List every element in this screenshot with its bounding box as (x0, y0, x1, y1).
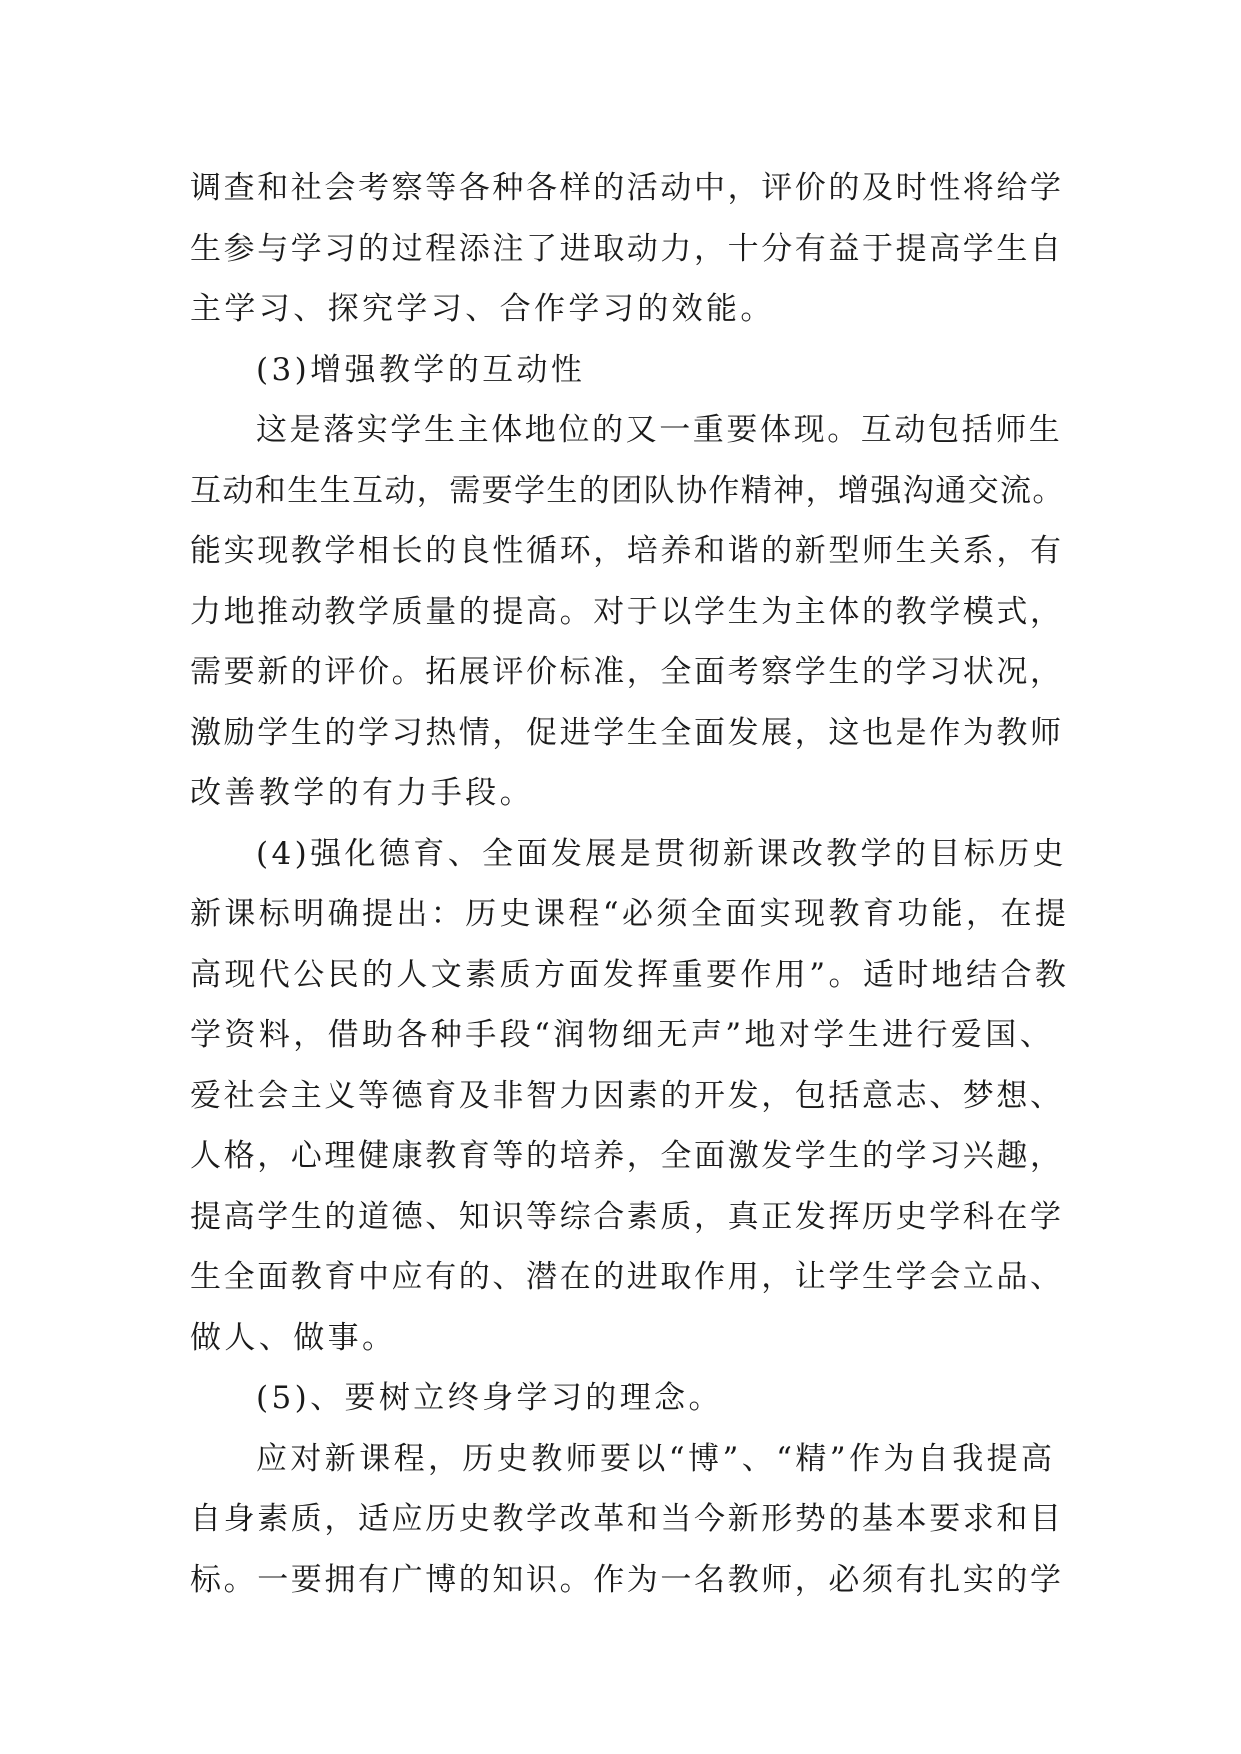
text-line: 生全面教育中应有的、潜在的进取作用，让学生学会立品、 (190, 1259, 1064, 1295)
text-line: 人格，心理健康教育等的培养，全面激发学生的学习兴趣， (190, 1138, 1064, 1174)
text-line: 爱社会主义等德育及非智力因素的开发，包括意志、梦想、 (190, 1077, 1064, 1114)
text-line: (5)、要树立终身学习的理念。 (256, 1380, 723, 1416)
text-line: 需要新的评价。拓展评价标准，全面考察学生的学习状况， (190, 654, 1064, 690)
text-line: 高现代公民的人文素质方面发挥重要作用”。适时地结合教 (190, 956, 1070, 993)
text-line: 自身素质，适应历史教学改革和当今新形势的基本要求和目 (190, 1501, 1064, 1537)
text-line: 生参与学习的过程添注了进取动力，十分有益于提高学生自 (190, 230, 1064, 267)
text-line: 这是落实学生主体地位的又一重要体现。互动包括师生 (256, 412, 1063, 448)
body-text (190, 158, 1070, 1610)
text-line: (4)强化德育、全面发展是贯彻新课改教学的目标历史 (256, 835, 1067, 872)
text-line: 学资料，借助各种手段“润物细无声”地对学生进行爱国、 (190, 1017, 1055, 1053)
text-line: 主学习、探究学习、合作学习的效能。 (190, 291, 775, 327)
text-line: 提高学生的道德、知识等综合素质，真正发挥历史学科在学 (190, 1198, 1064, 1235)
text-line: 互动和生生互动，需要学生的团队协作精神，增强沟通交流。 (190, 472, 1065, 509)
text-line: 改善教学的有力手段。 (190, 775, 534, 811)
text-line: 做人、做事。 (190, 1319, 397, 1356)
text-line: 力地推动教学质量的提高。对于以学生为主体的教学模式， (190, 593, 1064, 630)
text-line: 激励学生的学习热情，促进学生全面发展，这也是作为教师 (190, 714, 1064, 751)
text-line: 应对新课程，历史教师要以“博”、“精”作为自我提高 (256, 1440, 1056, 1477)
text-line: 调查和社会考察等各种各样的活动中，评价的及时性将给学 (190, 170, 1064, 206)
text-line: (3)增强教学的互动性 (256, 351, 586, 388)
text-line: 新课标明确提出：历史课程“必须全面实现教育功能，在提 (190, 896, 1070, 932)
text-line: 标。一要拥有广博的知识。作为一名教师，必须有扎实的学 (190, 1561, 1064, 1598)
text-line: 能实现教学相长的良性循环，培养和谐的新型师生关系，有 (190, 533, 1064, 569)
